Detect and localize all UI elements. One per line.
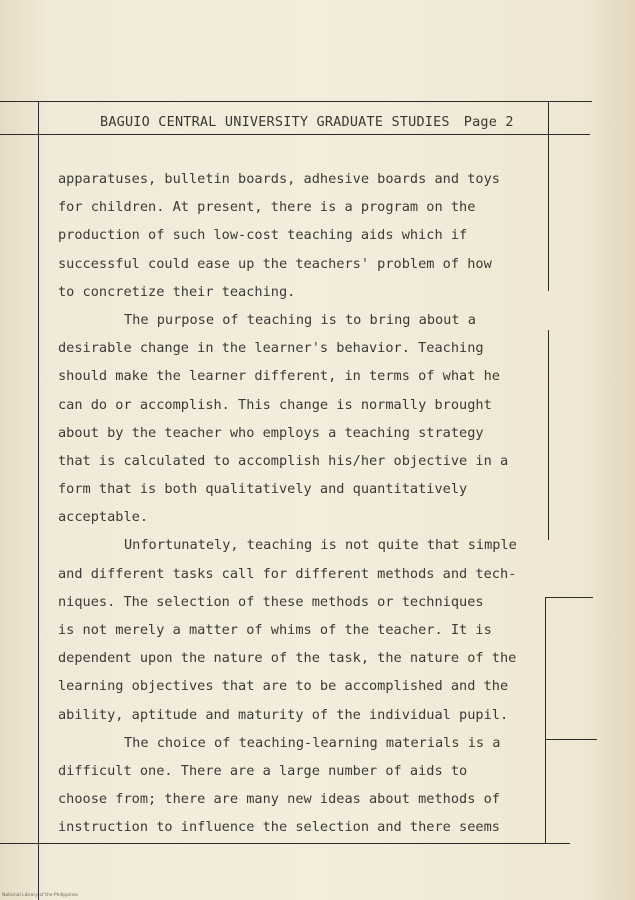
page-header [100, 114, 550, 130]
right-tab-rule [545, 597, 593, 598]
text-line: for children. At present, there is a program on the [58, 199, 476, 216]
text-line: ability, aptitude and maturity of the individual pupil. [58, 706, 509, 723]
text-line: and different tasks call for different methods and tech- [58, 565, 517, 582]
text-line: can do or accomplish. This change is normally brought [58, 396, 492, 413]
text-line: to concretize their teaching. [58, 283, 296, 300]
header-title: BAGUIO CENTRAL UNIVERSITY GRADUATE STUDIES [100, 114, 450, 130]
top-rule-line [0, 101, 592, 102]
body-text [58, 165, 533, 842]
text-line: niques. The selection of these methods or techniques [58, 593, 484, 610]
text-line: apparatuses, bulletin boards, adhesive boards and toys [58, 171, 500, 187]
page-number: Page 2 [463, 114, 514, 130]
header-rule-line [0, 134, 590, 135]
paragraph-start-line: Unfortunately, teaching is not quite that simple [124, 537, 517, 554]
text-line: choose from; there are many new ideas about methods of [58, 791, 500, 808]
text-line: difficult one. There are a large number of aids to [58, 762, 468, 779]
text-line: production of such low-cost teaching aids which if [58, 227, 468, 244]
archive-footer: National Library of the Philippines [2, 893, 79, 898]
text-line: acceptable. [58, 509, 149, 526]
text-line: that is calculated to accomplish his/her objective in a [58, 452, 509, 469]
right-tab-edge [545, 597, 546, 843]
right-margin-line-lower [548, 330, 549, 540]
left-margin-line [38, 101, 39, 900]
text-line: is not merely a matter of whims of the teacher. It is [58, 622, 492, 638]
paragraph-start-line: The choice of teaching-learning materials is a [124, 734, 501, 751]
text-line: about by the teacher who employs a teaching strategy [58, 424, 484, 441]
paragraph-start-line: The purpose of teaching is to bring about a [124, 311, 476, 328]
right-tab-rule-lower [545, 739, 597, 740]
text-line: form that is both qualitatively and quantitatively [58, 481, 468, 498]
text-line: should make the learner different, in terms of what he [58, 368, 500, 385]
text-line: successful could ease up the teachers' problem of how [58, 255, 492, 272]
text-line: instruction to influence the selection and there seems [58, 819, 500, 836]
bottom-rule-line [0, 843, 570, 844]
text-line: desirable change in the learner's behavior. Teaching [58, 340, 484, 357]
text-line: dependent upon the nature of the task, the nature of the [58, 650, 517, 667]
text-line: learning objectives that are to be accomplished and the [58, 678, 509, 695]
